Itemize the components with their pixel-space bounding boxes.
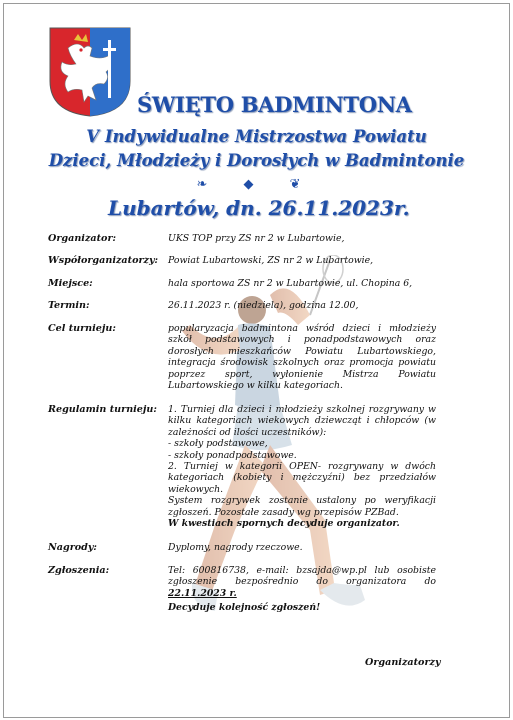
event-subtitle-line2: Dzieci, Młodzieży i Dorosłych w Badmintonie: [48, 151, 465, 170]
organizer-label: Organizator:: [48, 233, 117, 244]
event-subtitle-line1: V Indywidualne Mistrzostwa Powiatu: [86, 127, 427, 146]
rules-item-4: W kwestiach spornych decyduje organizator.: [168, 518, 400, 530]
rules-item-3: System rozgrywek zostanie ustalony po weryfikacji zgłoszeń. Pozostałe zasady wg przepisów PZBad.: [168, 495, 436, 518]
date-label: Termin:: [48, 300, 90, 311]
goal-label: Cel turnieju:: [48, 323, 116, 334]
organizer-value: UKS TOP przy ZS nr 2 w Lubartowie,: [168, 233, 345, 244]
date-value: 26.11.2023 r. (niedziela), godzina 12.00,: [168, 300, 359, 311]
coorganizers-label: Współorganizatorzy:: [48, 255, 159, 266]
place-value: hala sportowa ZS nr 2 w Lubartowie, ul. Chopina 6,: [168, 278, 413, 289]
prizes-label: Nagrody:: [48, 542, 97, 553]
signature: Organizatorzy: [365, 657, 441, 668]
rules-block: [168, 404, 436, 529]
rules-item-1a: - szkoły podstawowe,: [168, 438, 268, 450]
rules-item-2: 2. Turniej w kategorii OPEN- rozgrywany w dwóch kategoriach (kobiety i mężczyźni) bez przedziałów wiekowych.: [168, 461, 436, 495]
rules-item-1b: - szkoły ponadpodstawowe.: [168, 449, 297, 461]
place-date-heading: Lubartów, dn. 26.11.2023r.: [108, 196, 410, 220]
signup-value: Tel: 600816738, e-mail: bzsajda@wp.pl lub osobiste zgłoszenie bezpośrednio do organizatora do: [168, 565, 436, 588]
signup-deadline: 22.11.2023 r.: [168, 587, 237, 599]
event-title: ŚWIĘTO BADMINTONA: [137, 92, 412, 117]
signup-label: Zgłoszenia:: [48, 565, 110, 576]
signup-note: Decyduje kolejność zgłoszeń!: [168, 602, 321, 613]
signup-block: [168, 565, 436, 599]
ornament-divider: ❧ ◆ ❦: [196, 177, 317, 192]
coat-of-arms-icon: [48, 26, 132, 118]
place-label: Miejsce:: [48, 278, 93, 289]
rules-label: Regulamin turnieju:: [48, 404, 157, 415]
prizes-value: Dyplomy, nagrody rzeczowe.: [168, 542, 303, 553]
coorganizers-value: Powiat Lubartowski, ZS nr 2 w Lubartowie,: [168, 255, 374, 266]
goal-value: popularyzacja badmintona wśród dzieci i młodzieży szkół podstawowych i ponadpodstawowych oraz dorosłych mieszkańców Powiatu Lubartowskiego, integracja środowisk szkolnych oraz promocja powiatu poprzez sport, wyłonienie Mistrza Powiatu Lubartowskiego w kilku kategoriach.: [168, 323, 436, 392]
rules-item-1: 1. Turniej dla dzieci i młodzieży szkolnej rozgrywany w kilku kategoriach wiekowych dziewcząt i chłopców (w zależności od ilości uczestników):: [168, 404, 436, 438]
